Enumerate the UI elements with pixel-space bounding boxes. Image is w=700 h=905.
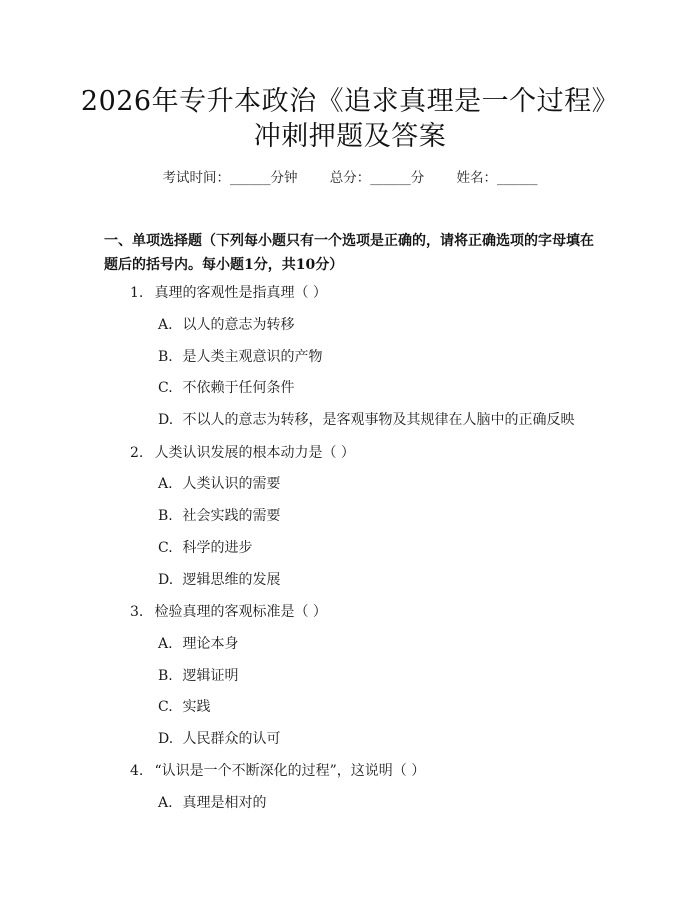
question-3-option-d <box>158 729 280 749</box>
question-3 <box>130 602 327 622</box>
name-field: 姓名：______ <box>456 170 538 186</box>
option-text: 逻辑证明 <box>182 668 239 684</box>
question-2 <box>130 443 355 463</box>
option-letter: A. <box>158 317 173 333</box>
question-2-option-d <box>158 570 280 590</box>
option-letter: A. <box>158 795 173 811</box>
section-heading: 一、单项选择题（下列每小题只有一个选项是正确的，请将正确选项的字母填在题后的括号内。每小题1分，共10分） <box>104 233 594 273</box>
question-1-option-b <box>158 347 322 367</box>
question-1-option-c <box>158 378 294 398</box>
question-1 <box>130 283 327 303</box>
question-1-option-a <box>158 315 294 335</box>
question-3-option-b <box>158 666 238 686</box>
option-text: 逻辑思维的发展 <box>182 572 281 588</box>
question-4-option-a <box>158 793 266 813</box>
question-text: 真理的客观性是指真理（ ） <box>154 285 327 301</box>
total-score-field: 总分：______分 <box>329 170 425 186</box>
question-2-option-a <box>158 474 280 494</box>
option-text: 真理是相对的 <box>182 795 267 811</box>
question-text: “认识是一个不断深化的过程”，这说明（ ） <box>154 763 426 779</box>
question-number: 4. <box>130 763 144 779</box>
option-letter: B. <box>158 668 173 684</box>
exam-meta <box>0 168 700 188</box>
option-letter: B. <box>158 508 173 524</box>
option-letter: C. <box>158 699 173 715</box>
question-number: 1. <box>130 285 144 301</box>
option-letter: C. <box>158 540 173 556</box>
question-2-option-b <box>158 506 280 526</box>
question-2-option-c <box>158 538 252 558</box>
question-number: 2. <box>130 445 144 461</box>
question-3-option-a <box>158 634 238 654</box>
question-number: 3. <box>130 604 144 620</box>
page-title-line-1: 2026年专升本政治《追求真理是一个过程》 <box>80 86 620 117</box>
option-text: 实践 <box>182 699 211 715</box>
option-letter: D. <box>158 412 174 428</box>
option-text: 人类认识的需要 <box>182 476 281 492</box>
option-letter: D. <box>158 572 174 588</box>
option-text: 以人的意志为转移 <box>182 317 295 333</box>
question-4 <box>130 761 425 781</box>
option-letter: B. <box>158 349 173 365</box>
option-text: 理论本身 <box>182 636 239 652</box>
exam-time-field: 考试时间：______分钟 <box>162 170 298 186</box>
option-text: 科学的进步 <box>182 540 253 556</box>
option-letter: D. <box>158 731 174 747</box>
option-text: 社会实践的需要 <box>182 508 281 524</box>
option-letter: A. <box>158 636 173 652</box>
question-3-option-c <box>158 697 210 717</box>
question-1-option-d <box>158 410 574 430</box>
question-text: 检验真理的客观标准是（ ） <box>154 604 327 620</box>
page-title-line-2: 冲刺押题及答案 <box>253 121 447 152</box>
option-text: 人民群众的认可 <box>182 731 281 747</box>
option-text: 是人类主观意识的产物 <box>182 349 323 365</box>
question-text: 人类认识发展的根本动力是（ ） <box>154 445 355 461</box>
option-letter: A. <box>158 476 173 492</box>
option-letter: C. <box>158 380 173 396</box>
option-text: 不以人的意志为转移，是客观事物及其规律在人脑中的正确反映 <box>182 412 575 428</box>
option-text: 不依赖于任何条件 <box>182 380 295 396</box>
